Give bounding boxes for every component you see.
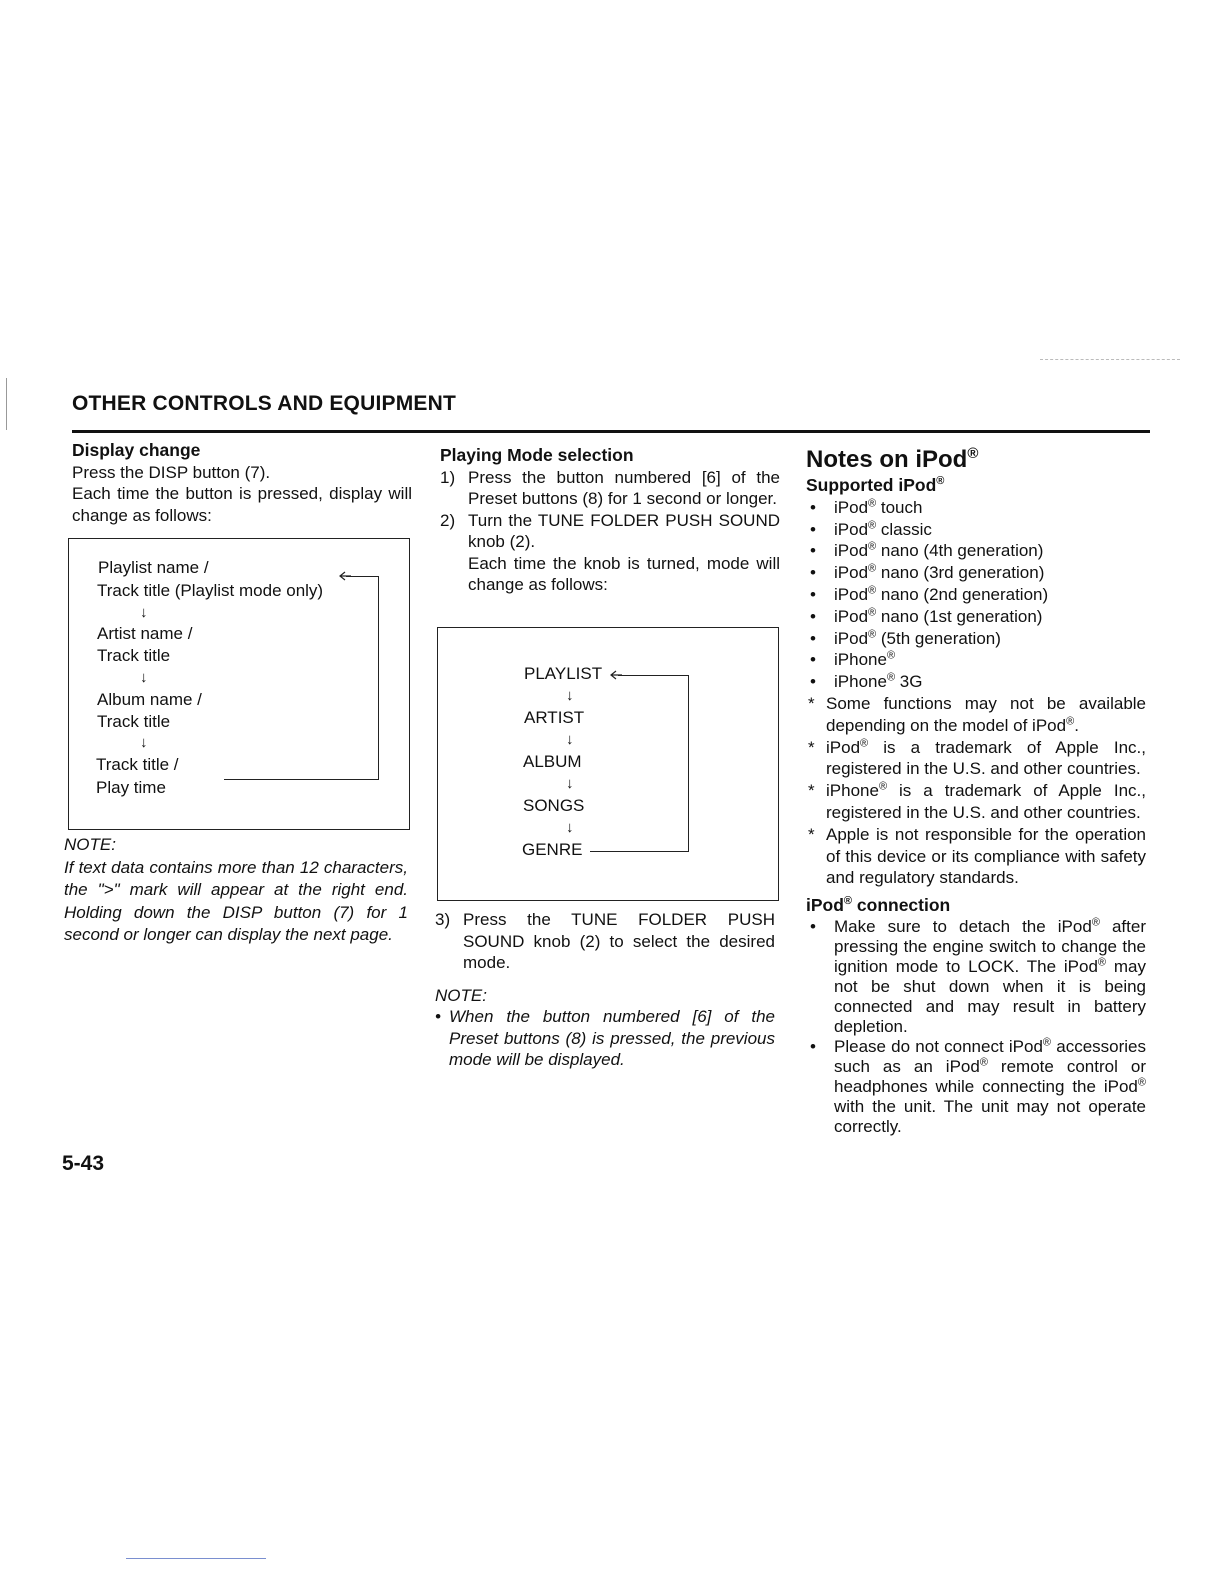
loop-connector-line [688,675,689,852]
note-label: NOTE: [64,835,116,854]
supported-item: • iPhone® 3G [810,671,923,692]
step-number: 3) [435,910,451,929]
arrow-down-icon: ↓ [566,731,574,748]
left-note [64,834,408,947]
scan-edge-mark [6,378,7,430]
note-text: If text data contains more than 12 characters, the ">" mark will appear at the right end. Holding down the DISP button (7) for 1 second or longer can display the next page. [64,857,408,944]
diagram-item: Artist name / [97,624,193,643]
middle-column-lower [435,909,775,1071]
supported-item: • iPod® nano (3rd generation) [810,562,1045,583]
loop-connector-line [618,675,688,676]
display-change-line: Press the DISP button (7). [72,462,271,482]
supported-item: • iPod® classic [810,518,932,539]
supported-item: • iPhone® [810,649,896,670]
supported-item: • iPod® touch [810,497,923,517]
footnote-item: * iPod® is a trademark of Apple Inc., registered in the U.S. and other countries. [808,736,1146,779]
header-rule [72,430,1150,433]
diagram-item: Track title [97,646,171,665]
mode-item: PLAYLIST [524,664,603,683]
diagram-item: Track title [97,712,171,731]
notes-title: Notes on iPod® [806,445,979,473]
mode-item: ARTIST [524,708,585,727]
middle-column [440,445,780,596]
step-number: 1) [440,467,456,487]
display-change-paragraph: Each time the button is pressed, display will change as follows: [72,484,412,525]
connection-item: • Please do not connect iPod® accessories such as an iPod® remote control or headphones while connecting the iPod® with the unit. The unit may not operate correctly. [810,1036,1146,1136]
left-column [72,440,412,526]
mode-item: GENRE [522,840,583,859]
step-text: Press the button numbered [6] of the Preset buttons (8) for 1 second or longer. [468,467,780,508]
supported-item: • iPod® nano (2nd generation) [810,584,1049,604]
scan-edge-mark [1040,359,1180,361]
step-extra-text: Each time the knob is turned, mode will change as follows: [468,553,780,594]
supported-item: • iPod® nano (4th generation) [810,540,1044,561]
step-item [440,510,780,596]
footnote-item: * Apple is not responsible for the operation of this device or its compliance with safety and regulatory standards. [808,824,1146,888]
step-item [435,909,775,974]
arrow-down-icon: ↓ [140,669,148,686]
page-number: 5-43 [62,1152,105,1175]
note-item [435,1006,775,1071]
step-text: Turn the TUNE FOLDER PUSH SOUND knob (2). [468,510,780,551]
supported-item: • iPod® (5th generation) [810,627,1001,648]
diagram-item: Track title / [96,755,179,774]
mode-diagram-box [437,627,779,901]
note-text: When the button numbered [6] of the Preset buttons (8) is pressed, the previous mode will be displayed. [449,1007,775,1069]
display-change-heading: Display change [72,440,201,460]
arrow-left-icon [610,669,624,681]
step-text: Press the TUNE FOLDER PUSH SOUND knob (2) to select the desired mode. [463,910,775,972]
arrow-down-icon: ↓ [566,775,574,792]
playing-mode-heading: Playing Mode selection [440,445,634,465]
mode-item: SONGS [523,796,585,815]
section-header: OTHER CONTROLS AND EQUIPMENT [72,392,456,415]
mode-item: ALBUM [523,752,582,771]
diagram-item: Track title (Playlist mode only) [97,581,324,600]
diagram-item: Album name / [97,690,202,709]
arrow-down-icon: ↓ [566,819,574,836]
connection-item: • Make sure to detach the iPod® after pressing the engine switch to change the ignition mode to LOCK. The iPod® may not be shut down when it is being connected and may result in battery depletion. [810,916,1147,1036]
footnote-item: * iPhone® is a trademark of Apple Inc., registered in the U.S. and other countries. [808,780,1146,822]
arrow-down-icon: ↓ [566,687,574,704]
arrow-down-icon: ↓ [140,734,148,751]
right-column [806,445,1146,1137]
arrow-left-icon [339,570,353,582]
loop-connector-line [590,851,688,852]
footnote-item: * Some functions may not be available depending on the model of iPod®. [808,693,1146,735]
connection-heading: iPod® connection [806,895,951,916]
step-item [440,467,780,510]
loop-connector-line [378,576,379,780]
note-label: NOTE: [435,985,487,1005]
bullet-dot: • [435,1007,441,1026]
loop-connector-line [224,779,378,780]
step-number: 2) [440,510,456,530]
diagram-item: Playlist name / [98,558,209,577]
scan-edge-mark [126,1558,266,1559]
supported-item: • iPod® nano (1st generation) [810,606,1043,626]
supported-heading: Supported iPod® [806,475,945,495]
arrow-down-icon: ↓ [140,604,148,621]
diagram-item: Play time [96,778,166,797]
